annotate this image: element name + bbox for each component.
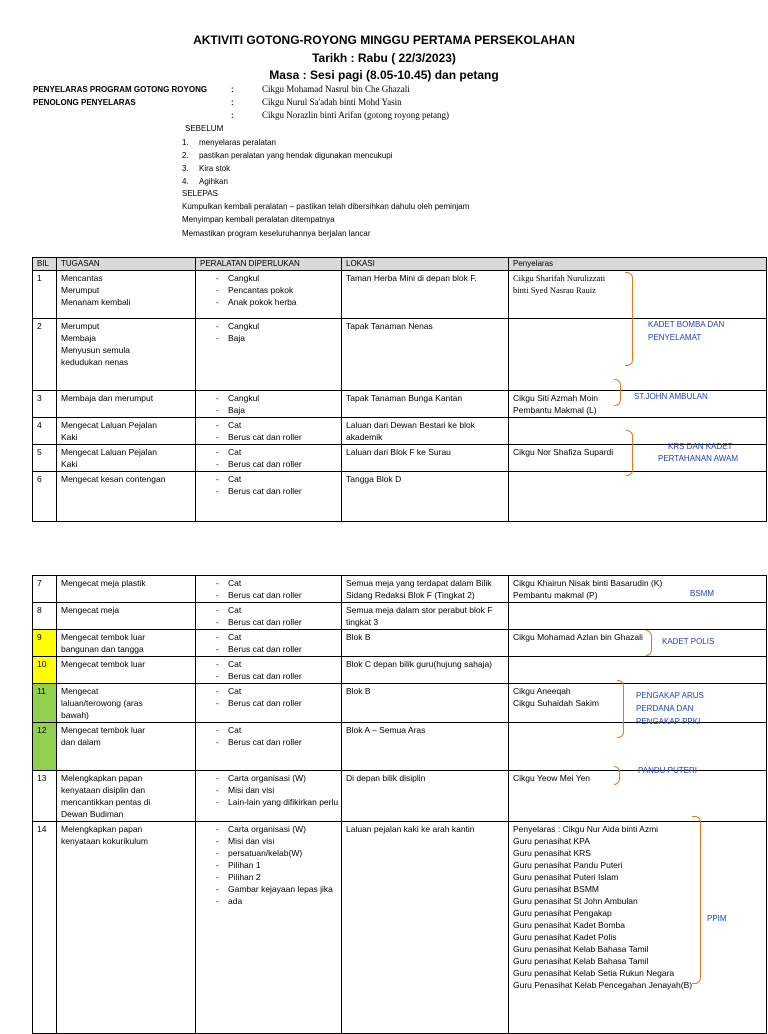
cell-penyelaras xyxy=(509,822,767,1034)
cell-peralatan xyxy=(196,271,342,319)
cell-tugasan-line: dan dalam xyxy=(61,737,101,747)
equipment-list xyxy=(214,772,337,808)
cell-penyelaras xyxy=(509,771,767,822)
row-number: 12 xyxy=(37,725,47,735)
group-brace xyxy=(692,816,701,984)
equipment-list xyxy=(214,604,337,628)
equipment-item: - Berus cat dan roller xyxy=(214,485,337,497)
row-number: 9 xyxy=(37,632,42,642)
equipment-item: - Cat xyxy=(214,658,337,670)
cell-penyelaras-line: Guru penasihat Kelab Setia Rukun Negara xyxy=(513,968,675,978)
list-item: Memastikan program keseluruhannya berjalan lancar xyxy=(182,229,371,238)
cell-lokasi xyxy=(342,319,509,391)
cell-penyelaras-line: Guru penasihat St John Ambulan xyxy=(513,896,638,906)
cell-bil xyxy=(33,657,57,684)
equipment-item: - Cat xyxy=(214,473,337,485)
cell-bil xyxy=(33,319,57,391)
cell-bil xyxy=(33,630,57,657)
row-number: 14 xyxy=(37,824,47,834)
task-table-part-2 xyxy=(32,575,767,1034)
equipment-item: - persatuan/kelab(W) xyxy=(214,847,337,859)
equipment-list xyxy=(214,446,337,470)
group-annotation-pengakap xyxy=(636,689,704,728)
header-penyelaras: Penyelaras xyxy=(509,258,767,271)
header-peralatan: PERALATAN DIPERLUKAN xyxy=(196,258,342,271)
group-annotation-pandu-puteri: PANDU PUTERI xyxy=(638,766,697,775)
equipment-item: - Gambar kejayaan lepas jika xyxy=(214,883,337,895)
cell-tugasan-line: Mengecat Laluan Pejalan xyxy=(61,420,157,430)
cell-tugasan-line: bawah) xyxy=(61,710,89,720)
cell-peralatan xyxy=(196,418,342,445)
row-number: 2 xyxy=(37,321,42,331)
group-annotation-ppim: PPIM xyxy=(707,914,727,923)
cell-tugasan xyxy=(57,723,196,771)
row-number: 13 xyxy=(37,773,47,783)
cell-lokasi xyxy=(342,684,509,723)
cell-penyelaras-line: Cikgu Aneeqah xyxy=(513,686,571,696)
table-row xyxy=(33,771,767,822)
table-row xyxy=(33,657,767,684)
equipment-list xyxy=(214,392,337,416)
cell-tugasan xyxy=(57,630,196,657)
equipment-item: - Cangkul xyxy=(214,320,337,332)
cell-lokasi xyxy=(342,603,509,630)
cell-tugasan-line: Kaki xyxy=(61,459,78,469)
annotation-line: PENGAKAP PPKI xyxy=(636,717,701,726)
cell-penyelaras-line: Guru penasihat Kelab Bahasa Tamil xyxy=(513,956,649,966)
cell-tugasan-line: Merumput xyxy=(61,285,100,295)
cell-lokasi xyxy=(342,822,509,1034)
cell-penyelaras xyxy=(509,657,767,684)
equipment-item: - Berus cat dan roller xyxy=(214,616,337,628)
cell-penyelaras-line: Cikgu Yeow Mei Yen xyxy=(513,773,591,783)
document-title: AKTIVITI GOTONG-ROYONG MINGGU PERTAMA PERSEKOLAHAN xyxy=(193,33,575,47)
list-item: Menyimpan kembali peralatan ditempatnya xyxy=(182,215,335,224)
equipment-list xyxy=(214,685,337,709)
cell-lokasi-line: Semua meja dalam stor perabut blok F xyxy=(346,605,493,615)
equipment-list xyxy=(214,658,337,682)
equipment-list xyxy=(214,577,337,601)
cell-penyelaras-line: Guru penasihat Kadet Polis xyxy=(513,932,617,942)
cell-tugasan xyxy=(57,445,196,472)
row-number: 7 xyxy=(37,578,42,588)
table-row xyxy=(33,723,767,771)
cell-tugasan xyxy=(57,472,196,522)
cell-lokasi xyxy=(342,418,509,445)
list-number: 3. xyxy=(182,164,189,173)
cell-tugasan-line: Mengecat Laluan Pejalan xyxy=(61,447,157,457)
cell-tugasan-line: Menanam kembali xyxy=(61,297,131,307)
cell-lokasi xyxy=(342,391,509,418)
cell-lokasi xyxy=(342,723,509,771)
cell-tugasan-line: bangunan dan tangga xyxy=(61,644,144,654)
row-number: 10 xyxy=(37,659,47,669)
cell-tugasan-line: Membaja dan merumput xyxy=(61,393,154,403)
cell-lokasi-line: Sidang Redaksi Blok F (Tingkat 2) xyxy=(346,590,475,600)
cell-lokasi-line: Blok A – Semua Aras xyxy=(346,725,426,735)
cell-lokasi-line: Laluan dari Blok F ke Surau xyxy=(346,447,451,457)
cell-penyelaras-line: Guru penasihat Kadet Bomba xyxy=(513,920,625,930)
table-row xyxy=(33,271,767,319)
equipment-item: - Berus cat dan roller xyxy=(214,589,337,601)
equipment-item: - Cat xyxy=(214,577,337,589)
role-separator: : xyxy=(231,85,234,94)
cell-tugasan-line: Mencantas xyxy=(61,273,103,283)
group-annotation-st-john: ST.JOHN AMBULAN xyxy=(634,392,708,401)
cell-peralatan xyxy=(196,603,342,630)
cell-lokasi-line: Tapak Tanaman Bunga Kantan xyxy=(346,393,463,403)
group-brace xyxy=(646,630,652,656)
equipment-item: - Lain-lain yang difikirkan perlu xyxy=(214,796,337,808)
row-number: 6 xyxy=(37,474,42,484)
row-number: 8 xyxy=(37,605,42,615)
cell-penyelaras-line: Guru penasihat Puteri Islam xyxy=(513,872,619,882)
cell-lokasi-line: Semua meja yang terdapat dalam Bilik xyxy=(346,578,492,588)
cell-peralatan xyxy=(196,771,342,822)
equipment-list xyxy=(214,724,337,748)
cell-bil xyxy=(33,822,57,1034)
cell-lokasi xyxy=(342,771,509,822)
equipment-item: - Cat xyxy=(214,419,337,431)
cell-peralatan xyxy=(196,391,342,418)
cell-penyelaras-line: Guru penasihat KPA xyxy=(513,836,590,846)
cell-tugasan-line: kenyataan disiplin dan xyxy=(61,785,146,795)
equipment-list xyxy=(214,473,337,497)
cell-tugasan xyxy=(57,271,196,319)
cell-penyelaras-line: Cikgu Siti Azmah Moin xyxy=(513,393,599,403)
cell-penyelaras-line: Guru penasihat BSMM xyxy=(513,884,599,894)
cell-penyelaras-line: Penyelaras : Cikgu Nur Aida binti Azmi xyxy=(513,824,659,834)
annotation-line: KADET BOMBA DAN xyxy=(648,320,725,329)
list-number: 1. xyxy=(182,138,189,147)
row-number: 1 xyxy=(37,273,42,283)
table-header-row xyxy=(33,258,767,271)
cell-penyelaras-line: Pembantu Makmal (L) xyxy=(513,405,597,415)
cell-bil xyxy=(33,684,57,723)
cell-bil xyxy=(33,271,57,319)
table-row xyxy=(33,418,767,445)
cell-bil xyxy=(33,576,57,603)
row-number: 5 xyxy=(37,447,42,457)
cell-lokasi xyxy=(342,445,509,472)
cell-bil xyxy=(33,445,57,472)
role-separator: : xyxy=(231,111,234,120)
cell-tugasan xyxy=(57,684,196,723)
role-label: PENYELARAS PROGRAM GOTONG ROYONG xyxy=(33,85,208,94)
cell-penyelaras xyxy=(509,472,767,522)
cell-tugasan xyxy=(57,657,196,684)
annotation-line: PENYELAMAT xyxy=(648,333,702,342)
group-annotation-kadet-bomba xyxy=(648,318,724,344)
cell-bil xyxy=(33,418,57,445)
equipment-item: - Berus cat dan roller xyxy=(214,431,337,443)
cell-penyelaras-line: Cikgu Mohamad Azlan bin Ghazali xyxy=(513,632,643,642)
role-name: Cikgu Nurul Sa'adah binti Mohd Yasin xyxy=(262,97,402,107)
equipment-item: - Carta organisasi (W) xyxy=(214,772,337,784)
document-time: Masa : Sesi pagi (8.05-10.45) dan petang xyxy=(269,68,499,82)
cell-lokasi-line: Blok B xyxy=(346,632,371,642)
cell-lokasi-line: Tapak Tanaman Nenas xyxy=(346,321,433,331)
group-annotation-kadet-polis: KADET POLIS xyxy=(662,637,715,646)
equipment-item: - Pencantas pokok xyxy=(214,284,337,296)
cell-penyelaras-line: binti Syed Nasrau Rauiz xyxy=(513,285,596,295)
equipment-item: - Pilihan 1 xyxy=(214,859,337,871)
cell-tugasan-line: laluan/terowong (aras xyxy=(61,698,143,708)
cell-lokasi-line: akademik xyxy=(346,432,383,442)
cell-tugasan-line: kedudukan nenas xyxy=(61,357,129,367)
cell-lokasi-line: Di depan bilik disiplin xyxy=(346,773,426,783)
cell-bil xyxy=(33,723,57,771)
role-label: PENOLONG PENYELARAS xyxy=(33,98,136,107)
cell-tugasan-line: Mengecat tembok luar xyxy=(61,659,146,669)
equipment-list xyxy=(214,823,337,907)
cell-penyelaras-line: Pembantu makmal (P) xyxy=(513,590,598,600)
equipment-item: - Cat xyxy=(214,685,337,697)
cell-tugasan xyxy=(57,576,196,603)
document-date: Tarikh : Rabu ( 22/3/2023) xyxy=(312,51,456,65)
cell-penyelaras-line: Cikgu Nor Shafiza Supardi xyxy=(513,447,614,457)
equipment-item: - Cangkul xyxy=(214,272,337,284)
cell-lokasi-line: Blok C depan bilik guru(hujung sahaja) xyxy=(346,659,493,669)
list-item: menyelaras peralatan xyxy=(199,138,276,147)
cell-lokasi-line: tingkat 3 xyxy=(346,617,379,627)
cell-tugasan-line: Dewan Budiman xyxy=(61,809,124,819)
annotation-line: PENGAKAP ARUS xyxy=(636,691,704,700)
group-brace xyxy=(625,272,633,366)
cell-tugasan-line: Mengecat meja plastik xyxy=(61,578,146,588)
cell-peralatan xyxy=(196,630,342,657)
cell-lokasi-line: Laluan dari Dewan Bestari ke blok xyxy=(346,420,475,430)
annotation-line: KRS DAN KADET xyxy=(668,442,733,451)
cell-tugasan-line: Melengkapkan papan xyxy=(61,824,143,834)
annotation-line: PERDANA DAN xyxy=(636,704,694,713)
equipment-item: - Cat xyxy=(214,604,337,616)
equipment-item: - Berus cat dan roller xyxy=(214,697,337,709)
equipment-item: - Berus cat dan roller xyxy=(214,643,337,655)
cell-penyelaras xyxy=(509,603,767,630)
equipment-list xyxy=(214,320,337,344)
cell-lokasi-line: Taman Herba Mini di depan blok F. xyxy=(346,273,477,283)
cell-peralatan xyxy=(196,445,342,472)
list-number: 4. xyxy=(182,177,189,186)
role-separator: : xyxy=(231,98,234,107)
cell-lokasi xyxy=(342,576,509,603)
cell-tugasan-line: Mengecat kesan contengan xyxy=(61,474,166,484)
cell-tugasan-line: Membaja xyxy=(61,333,96,343)
cell-penyelaras-line: Guru penasihat Pandu Puteri xyxy=(513,860,623,870)
equipment-item: - Pilihan 2 xyxy=(214,871,337,883)
cell-peralatan xyxy=(196,576,342,603)
cell-peralatan xyxy=(196,723,342,771)
cell-tugasan-line: Kaki xyxy=(61,432,78,442)
cell-penyelaras xyxy=(509,319,767,391)
group-brace xyxy=(626,430,633,476)
cell-tugasan xyxy=(57,603,196,630)
equipment-item: - Berus cat dan roller xyxy=(214,458,337,470)
role-name: Cikgu Mohamad Nasrul bin Che Ghazali xyxy=(262,84,410,94)
cell-lokasi-line: Blok B xyxy=(346,686,371,696)
annotation-line: PERTAHANAN AWAM xyxy=(658,454,739,463)
cell-penyelaras-line: Guru penasihat Pengakap xyxy=(513,908,612,918)
cell-peralatan xyxy=(196,657,342,684)
row-number: 3 xyxy=(37,393,42,403)
list-item: pastikan peralatan yang hendak digunakan mencukupi xyxy=(199,151,393,160)
cell-penyelaras-line: Cikgu Khairun Nisak binti Basarudin (K) xyxy=(513,578,663,588)
role-name: Cikgu Norazlin binti Arifan (gotong royong petang) xyxy=(262,110,449,120)
cell-penyelaras-line: Guru penasihat KRS xyxy=(513,848,591,858)
equipment-item: - Anak pokok herba xyxy=(214,296,337,308)
cell-tugasan-line: Mengecat tembok luar xyxy=(61,725,146,735)
equipment-item: - Cat xyxy=(214,446,337,458)
cell-bil xyxy=(33,771,57,822)
cell-tugasan xyxy=(57,391,196,418)
cell-tugasan-line: Merumput xyxy=(61,321,100,331)
cell-bil xyxy=(33,603,57,630)
cell-penyelaras xyxy=(509,630,767,657)
header-lokasi: LOKASI xyxy=(342,258,509,271)
task-table-part-1 xyxy=(32,257,767,522)
equipment-list xyxy=(214,419,337,443)
cell-lokasi xyxy=(342,630,509,657)
equipment-item: - Misi dan visi xyxy=(214,835,337,847)
selepas-heading: SELEPAS xyxy=(182,189,218,198)
cell-tugasan-line: Melengkapkan papan xyxy=(61,773,143,783)
cell-peralatan xyxy=(196,684,342,723)
group-brace xyxy=(614,379,621,406)
table-row xyxy=(33,576,767,603)
equipment-item: - Berus cat dan roller xyxy=(214,736,337,748)
equipment-item: - Cangkul xyxy=(214,392,337,404)
cell-penyelaras xyxy=(509,576,767,603)
cell-tugasan-line: Mengecat meja xyxy=(61,605,120,615)
cell-lokasi xyxy=(342,271,509,319)
equipment-list xyxy=(214,272,337,308)
list-number: 2. xyxy=(182,151,189,160)
cell-penyelaras-line: Cikgu Suhaidah Sakim xyxy=(513,698,599,708)
cell-peralatan xyxy=(196,472,342,522)
equipment-item: - Carta organisasi (W) xyxy=(214,823,337,835)
list-item: Kira stok xyxy=(199,164,231,173)
cell-lokasi-line: Tangga Blok D xyxy=(346,474,402,484)
cell-tugasan-line: Mengecat xyxy=(61,686,99,696)
equipment-item: - Cat xyxy=(214,724,337,736)
table-row xyxy=(33,445,767,472)
equipment-item: - Misi dan visi xyxy=(214,784,337,796)
equipment-list xyxy=(214,631,337,655)
cell-penyelaras xyxy=(509,723,767,771)
cell-lokasi-line: Laluan pejalan kaki ke arah kantin xyxy=(346,824,475,834)
cell-penyelaras-line: Cikgu Sharifah Nurulizzati xyxy=(513,273,606,283)
cell-lokasi xyxy=(342,472,509,522)
group-annotation-bsmm: BSMM xyxy=(690,589,714,598)
table-row xyxy=(33,603,767,630)
equipment-item: - Berus cat dan roller xyxy=(214,670,337,682)
group-annotation-krs xyxy=(658,441,738,465)
cell-tugasan-line: Menyusun semula xyxy=(61,345,130,355)
cell-penyelaras xyxy=(509,271,767,319)
equipment-item: - ada xyxy=(214,895,337,907)
cell-tugasan-line: kenyataan kokurikulum xyxy=(61,836,148,846)
cell-tugasan-line: Mengecat tembok luar xyxy=(61,632,146,642)
table-row xyxy=(33,822,767,1034)
list-item: Kumpulkan kembali peralatan – pastikan telah dibersihkan dahulu oleh peminjam xyxy=(182,202,470,211)
cell-lokasi xyxy=(342,657,509,684)
cell-penyelaras-line: Guru penasihat Kelab Bahasa Tamil xyxy=(513,944,649,954)
table-row xyxy=(33,472,767,522)
header-bil: BIL xyxy=(33,258,57,271)
cell-tugasan xyxy=(57,319,196,391)
group-brace xyxy=(614,766,620,785)
header-tugasan: TUGASAN xyxy=(57,258,196,271)
cell-penyelaras-line: Guru Penasihat Kelab Pencegahan Jenayah(B) xyxy=(513,980,693,990)
cell-tugasan xyxy=(57,822,196,1034)
equipment-item: - Baja xyxy=(214,404,337,416)
cell-peralatan xyxy=(196,319,342,391)
cell-tugasan-line: mencantikkan pentas di xyxy=(61,797,151,807)
cell-bil xyxy=(33,472,57,522)
table-row xyxy=(33,630,767,657)
row-number: 11 xyxy=(37,686,46,696)
cell-bil xyxy=(33,391,57,418)
cell-peralatan xyxy=(196,822,342,1034)
group-brace xyxy=(617,680,624,738)
equipment-item: - Baja xyxy=(214,332,337,344)
cell-tugasan xyxy=(57,771,196,822)
sebelum-heading: SEBELUM xyxy=(185,124,224,133)
equipment-item: - Cat xyxy=(214,631,337,643)
row-number: 4 xyxy=(37,420,42,430)
cell-tugasan xyxy=(57,418,196,445)
list-item: Agihkan xyxy=(199,177,228,186)
